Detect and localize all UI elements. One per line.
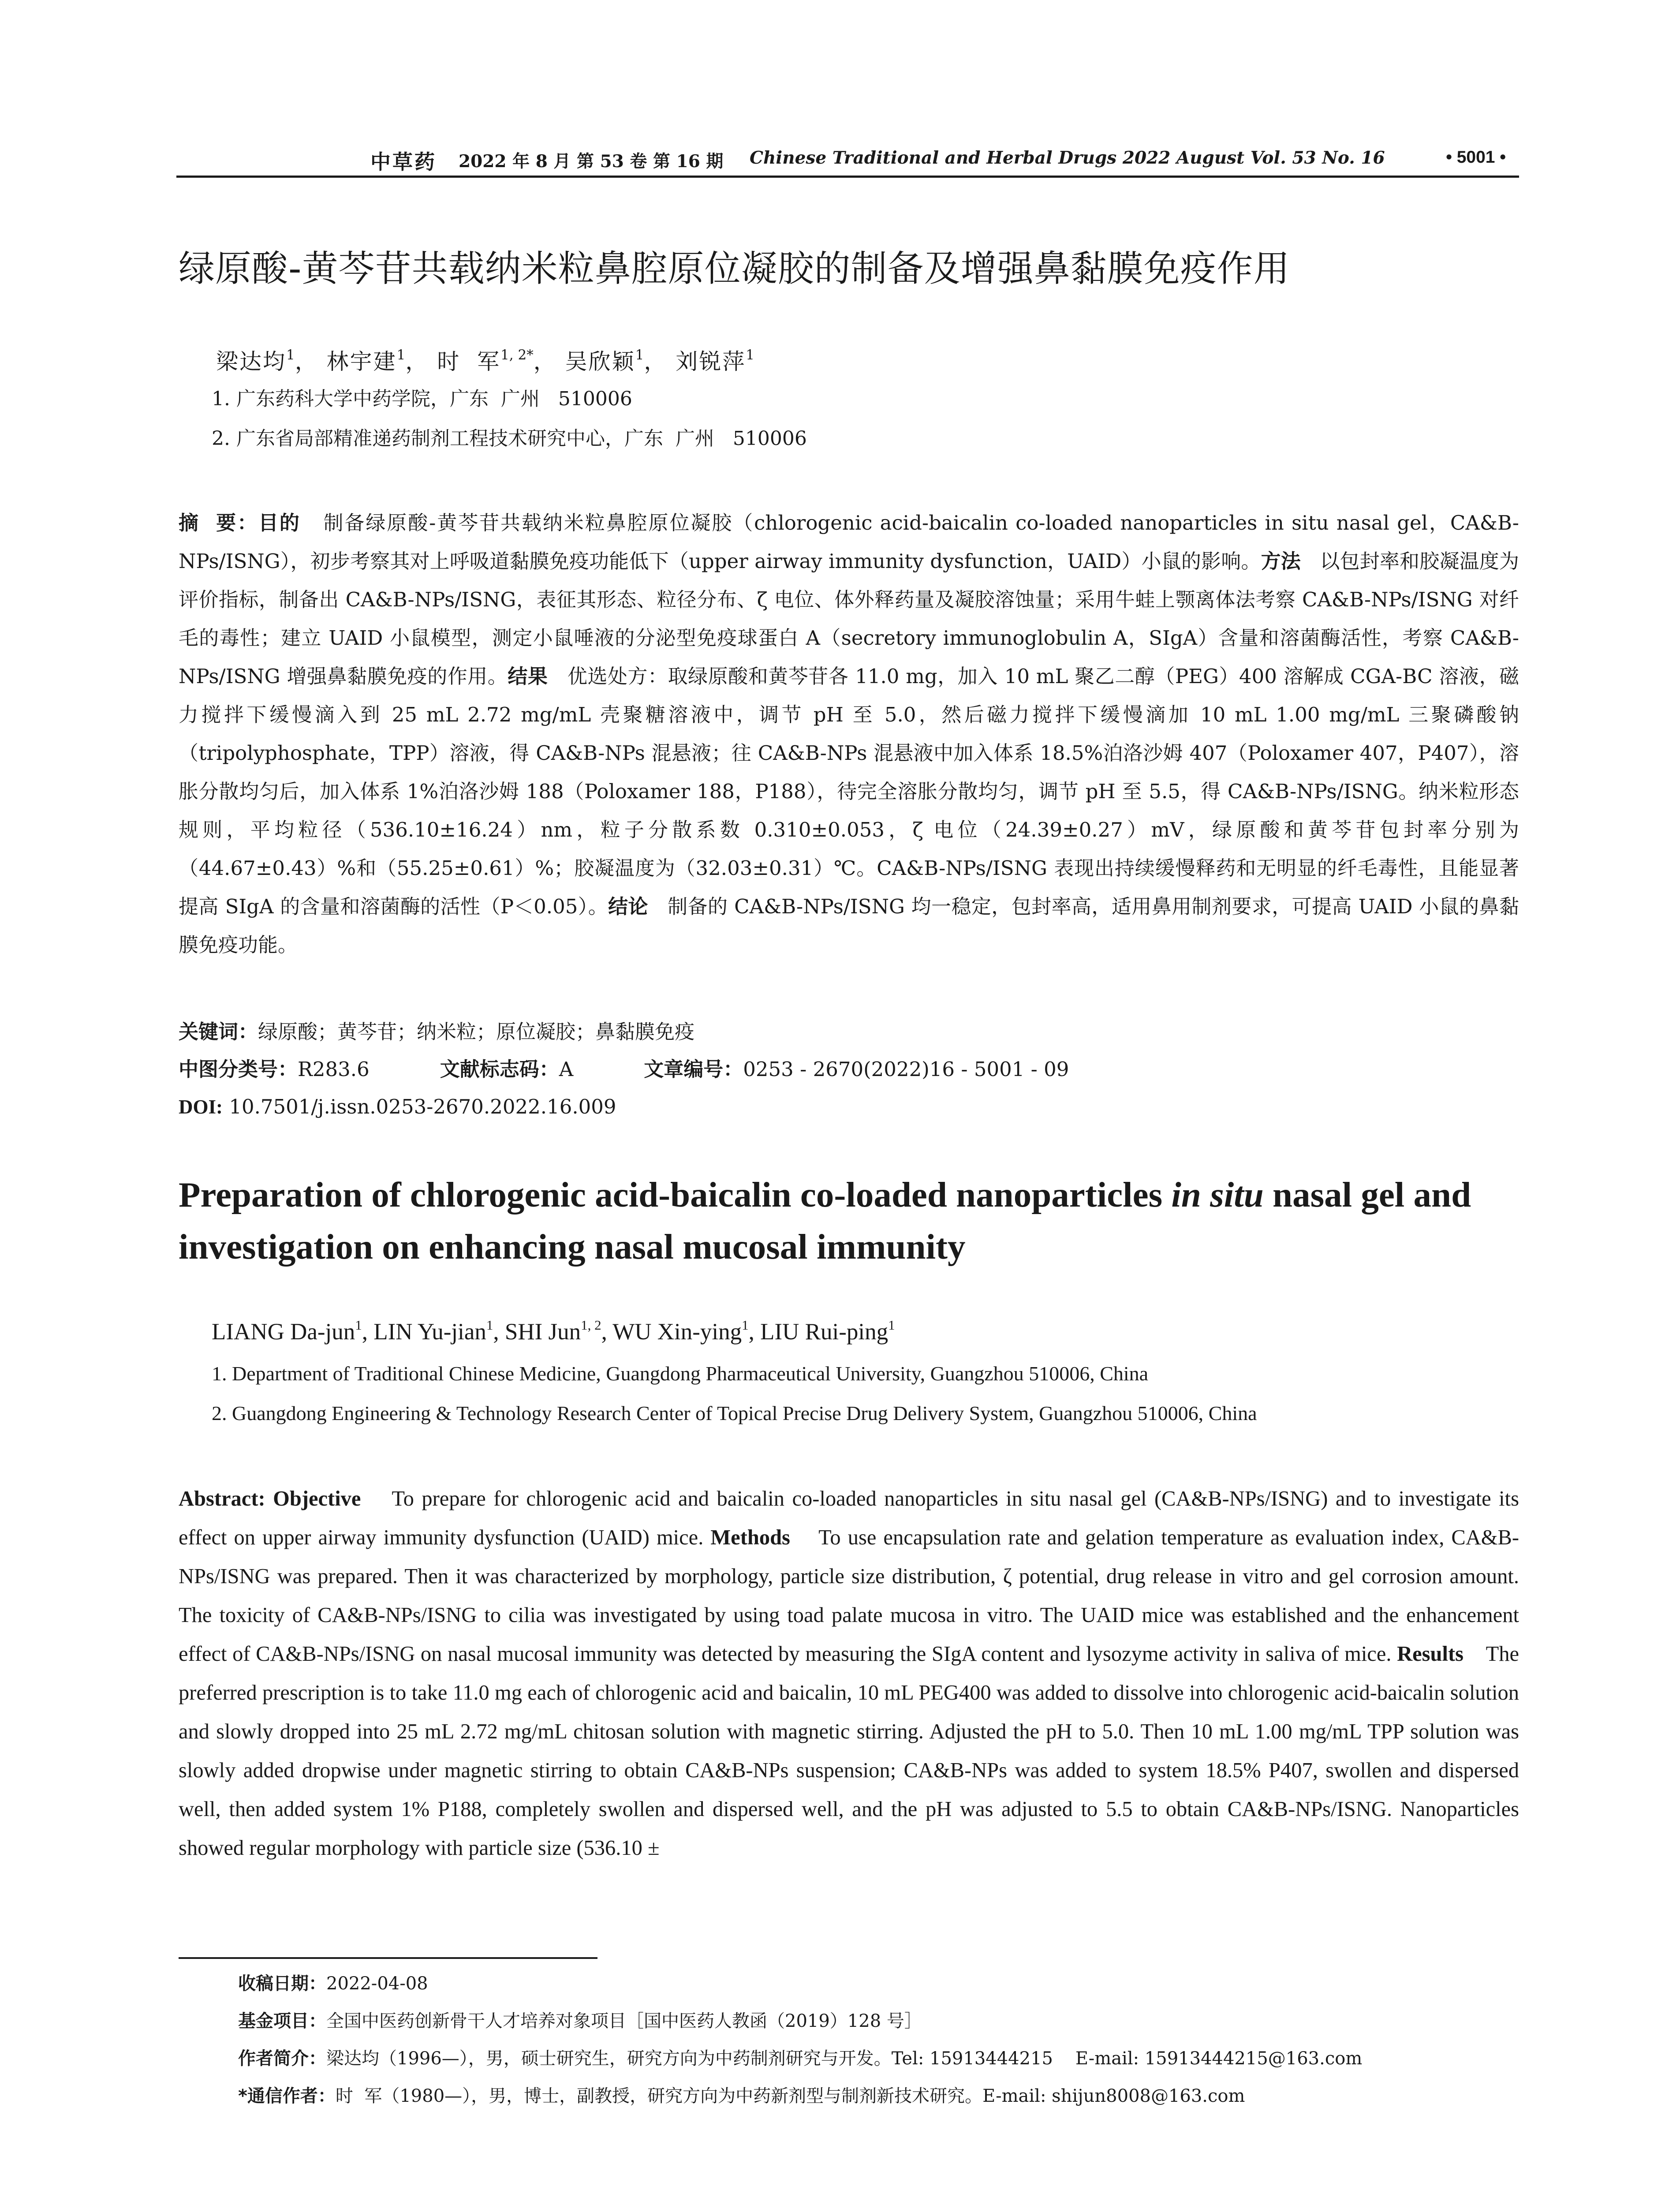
author-sup: 1: [355, 1317, 362, 1333]
footnote-text: 全国中医药创新骨干人才培养对象项目［国中医药人教函（2019）128 号］: [326, 2011, 922, 2031]
results-label: Results: [1397, 1642, 1464, 1666]
abstract-label: 摘 要：: [179, 511, 258, 534]
author-sup: 1: [396, 347, 406, 363]
doi: [179, 1089, 616, 1125]
journal-name: 中草药: [370, 150, 437, 174]
methods-label: Methods: [710, 1526, 790, 1549]
en-title-part: Preparation of chlorogenic acid-baicalin co-loaded nanoparticles: [179, 1175, 1172, 1215]
en-title-part: nasal gel and investigation on enhancing nasal mucosal immunity: [179, 1175, 1471, 1267]
page-number: • 5001 •: [1446, 148, 1506, 167]
author-sup: 1: [286, 347, 295, 363]
author: WU Xin-ying: [612, 1319, 742, 1345]
objective-label: Objective: [273, 1487, 361, 1510]
author: LIN Yu-jian: [373, 1319, 486, 1345]
footnote-text: 时 军（1980—），男，博士，副教授，研究方向为中药新剂型与制剂新技术研究。E-mail: shijun8008@163.com: [335, 2086, 1245, 2106]
cn-affiliation-2: 2. 广东省局部精准递药制剂工程技术研究中心，广东 广州 510006: [212, 427, 807, 450]
author-sup: 1, 2*: [500, 347, 534, 363]
footnote-label: 收稿日期：: [238, 1973, 326, 1994]
author: LIANG Da-jun: [212, 1319, 355, 1345]
methods-label: 方法: [1261, 549, 1301, 573]
results-text: The preferred prescription is to take 11.0 mg each of chlorogenic acid and baicalin, 10 mL PEG400 was added to dissolve into chlorogenic acid-baicalin solution and slowly dropped into 25 mL 2.72 mg/mL chitosan solution with magnetic stirring. Adjusted the pH to 5.0. Then 10 mL 1.00 mg/mL TPP solution was slowly added dropwise under magnetic stirring to obtain CA&B-NPs suspension; CA&B-NPs was added to system 18.5% P407, swollen and dispersed well, then added system 1% P188, completely swollen and dispersed well, and the pH was adjusted to 5.5 to obtain CA&B-NPs/ISNG. Nanoparticles showed regular morphology with particle size (536.10 ±: [179, 1642, 1519, 1860]
author: SHI Jun: [504, 1319, 581, 1345]
cn-authors: 梁达均$^1$， 林宇建$^1$， 时 军$^{1, 2*}$， 吴欣颖$^1$， 刘锐萍$^1$: [216, 347, 755, 374]
conclusion-text: 制备的 CA&B-NPs/ISNG 均一稳定，包封率高，适用鼻用制剂要求，可提高 UAID 小鼠的鼻黏膜免疫功能。: [179, 895, 1519, 957]
author-sup: 1: [635, 347, 644, 363]
classification: [179, 1052, 1069, 1087]
objective-text: To prepare for chlorogenic acid and baicalin co-loaded nanoparticles in situ nasal gel (CA&B-NPs/ISNG) and to investigate its effect on upper airway immunity dysfunction (UAID) mice.: [179, 1487, 1519, 1549]
en-abstract: [179, 1480, 1519, 1868]
author: LIU Rui-ping: [760, 1319, 889, 1345]
footnote-label: 基金项目：: [238, 2011, 326, 2031]
issue-info: 2022 年 8 月 第 53 卷 第 16 期: [459, 151, 724, 172]
article-number-label: 文章编号：: [644, 1058, 743, 1081]
keywords: [179, 1014, 694, 1050]
doc-code-value: A: [559, 1058, 574, 1081]
running-header: [176, 143, 1519, 174]
footnote-correspondence: [238, 2083, 1245, 2109]
en-title-italic: in situ: [1171, 1175, 1264, 1215]
footnote-funding: [238, 2008, 922, 2034]
author-sup: 1: [888, 1317, 895, 1333]
header-rule: [176, 176, 1519, 178]
footnote-received: [238, 1970, 428, 1997]
author: 吴欣颖: [565, 349, 635, 374]
cn-abstract: [179, 504, 1519, 964]
author-sup: 1, 2: [581, 1317, 601, 1333]
keywords-text: 绿原酸；黄芩苷；纳米粒；原位凝胶；鼻黏膜免疫: [258, 1020, 695, 1043]
author: 时 军: [437, 349, 501, 374]
author-sup: 1: [746, 347, 755, 363]
en-authors: LIANG Da-jun$^1$, LIN Yu-jian$^1$, SHI Jun$^{1, 2}$, WU Xin-ying$^1$, LIU Rui-ping$^1$: [212, 1317, 895, 1345]
methods-text: To use encapsulation rate and gelation temperature as evaluation index, CA&B-NPs/ISNG was prepared. Then it was characterized by morphology, particle size distribution, ζ potential, drug release in vitro and gel corrosion amount. The toxicity of CA&B-NPs/ISNG to cilia was investigated by using toad palate mucosa in vitro. The UAID mice was established and the enhancement effect of CA&B-NPs/ISNG on nasal mucosal immunity was detected by measuring the SIgA content and lysozyme activity in saliva of mice.: [179, 1526, 1519, 1666]
footnote-author: [238, 2045, 1362, 2072]
author-sup: 1: [486, 1317, 493, 1333]
doc-code-label: 文献标志码：: [440, 1058, 559, 1081]
cn-title: 绿原酸-黄芩苷共载纳米粒鼻腔原位凝胶的制备及增强鼻黏膜免疫作用: [179, 248, 1290, 290]
footnote-rule: [179, 1957, 597, 1959]
author-sup: 1: [742, 1317, 749, 1333]
conclusion-label: 结论: [608, 895, 648, 918]
en-affiliation-1: 1. Department of Traditional Chinese Medicine, Guangdong Pharmaceutical University, Guangzhou 510006, China: [212, 1362, 1149, 1385]
footnote-label: *通信作者：: [238, 2086, 336, 2106]
doi-label: DOI:: [179, 1096, 223, 1118]
doi-value[interactable]: 10.7501/j.issn.0253-2670.2022.16.009: [229, 1095, 616, 1118]
author: 林宇建: [326, 349, 397, 374]
journal-english: Chinese Traditional and Herbal Drugs 2022 August Vol. 53 No. 16: [750, 148, 1385, 168]
clc-label: 中图分类号：: [179, 1058, 298, 1081]
author: 梁达均: [216, 349, 286, 374]
results-text: 优选处方：取绿原酸和黄芩苷各 11.0 mg，加入 10 mL 聚乙二醇（PEG）400 溶解成 CGA-BC 溶液，磁力搅拌下缓慢滴入到 25 mL 2.72 mg/mL 壳聚糖溶液中，调节 pH 至 5.0，然后磁力搅拌下缓慢滴加 10 mL 1.00 mg/mL 三聚磷酸钠（tripolyphosphate，TPP）溶液，得 CA&B-NPs 混悬液；往 CA&B-NPs 混悬液中加入体系 18.5%泊洛沙姆 407（Poloxamer 407，P407），溶胀分散均匀后，加入体系 1%泊洛沙姆 188（Poloxamer 188，P188），待完全溶胀分散均匀，调节 pH 至 5.5，得 CA&B-NPs/ISNG。纳米粒形态规则，平均粒径（536.10±16.24）nm，粒子分散系数 0.310±0.053，ζ 电位（24.39±0.27）mV，绿原酸和黄芩苷包封率分别为（44.67±0.43）%和（55.25±0.61）%；胶凝温度为（32.03±0.31）℃。CA&B-NPs/ISNG 表现出持续缓慢释药和无明显的纤毛毒性，且能显著提高 SIgA 的含量和溶菌酶的活性（P＜0.05）。: [179, 665, 1519, 918]
author: 刘锐萍: [676, 349, 746, 374]
keywords-label: 关键词：: [179, 1020, 258, 1043]
cn-affiliation-1: 1. 广东药科大学中药学院，广东 广州 510006: [212, 388, 632, 410]
en-affiliation-2: 2. Guangdong Engineering & Technology Research Center of Topical Precise Drug Delivery System, Guangzhou 510006, China: [212, 1402, 1257, 1424]
abstract-label: Abstract:: [179, 1487, 265, 1510]
clc-value: R283.6: [298, 1058, 370, 1081]
results-label: 结果: [508, 665, 548, 688]
methods-text: 以包封率和胶凝温度为评价指标，制备出 CA&B-NPs/ISNG，表征其形态、粒径分布、ζ 电位、体外释药量及凝胶溶蚀量；采用牛蛙上颚离体法考察 CA&B-NPs/ISNG 对纤毛的毒性；建立 UAID 小鼠模型，测定小鼠唾液的分泌型免疫球蛋白 A（secretory immunoglobulin A，SIgA）含量和溶菌酶活性，考察 CA&B-NPs/ISNG 增强鼻黏膜免疫的作用。: [179, 549, 1519, 688]
en-title: [179, 1169, 1528, 1273]
footnote-text: 梁达均（1996—），男，硕士研究生，研究方向为中药制剂研究与开发。Tel: 15913444215 E-mail: 15913444215@163.com: [326, 2048, 1363, 2069]
footnote-text: 2022-04-08: [326, 1973, 428, 1994]
footnote-label: 作者简介：: [238, 2048, 326, 2069]
objective-text: 制备绿原酸-黄芩苷共载纳米粒鼻腔原位凝胶（chlorogenic acid-baicalin co-loaded nanoparticles in situ nasal gel，CA&B-NPs/ISNG），初步考察其对上呼吸道黏膜免疫功能低下（upper airway immunity dysfunction，UAID）小鼠的影响。: [179, 511, 1519, 573]
article-number-value: 0253 - 2670(2022)16 - 5001 - 09: [743, 1058, 1069, 1081]
objective-label: 目的: [258, 511, 301, 534]
